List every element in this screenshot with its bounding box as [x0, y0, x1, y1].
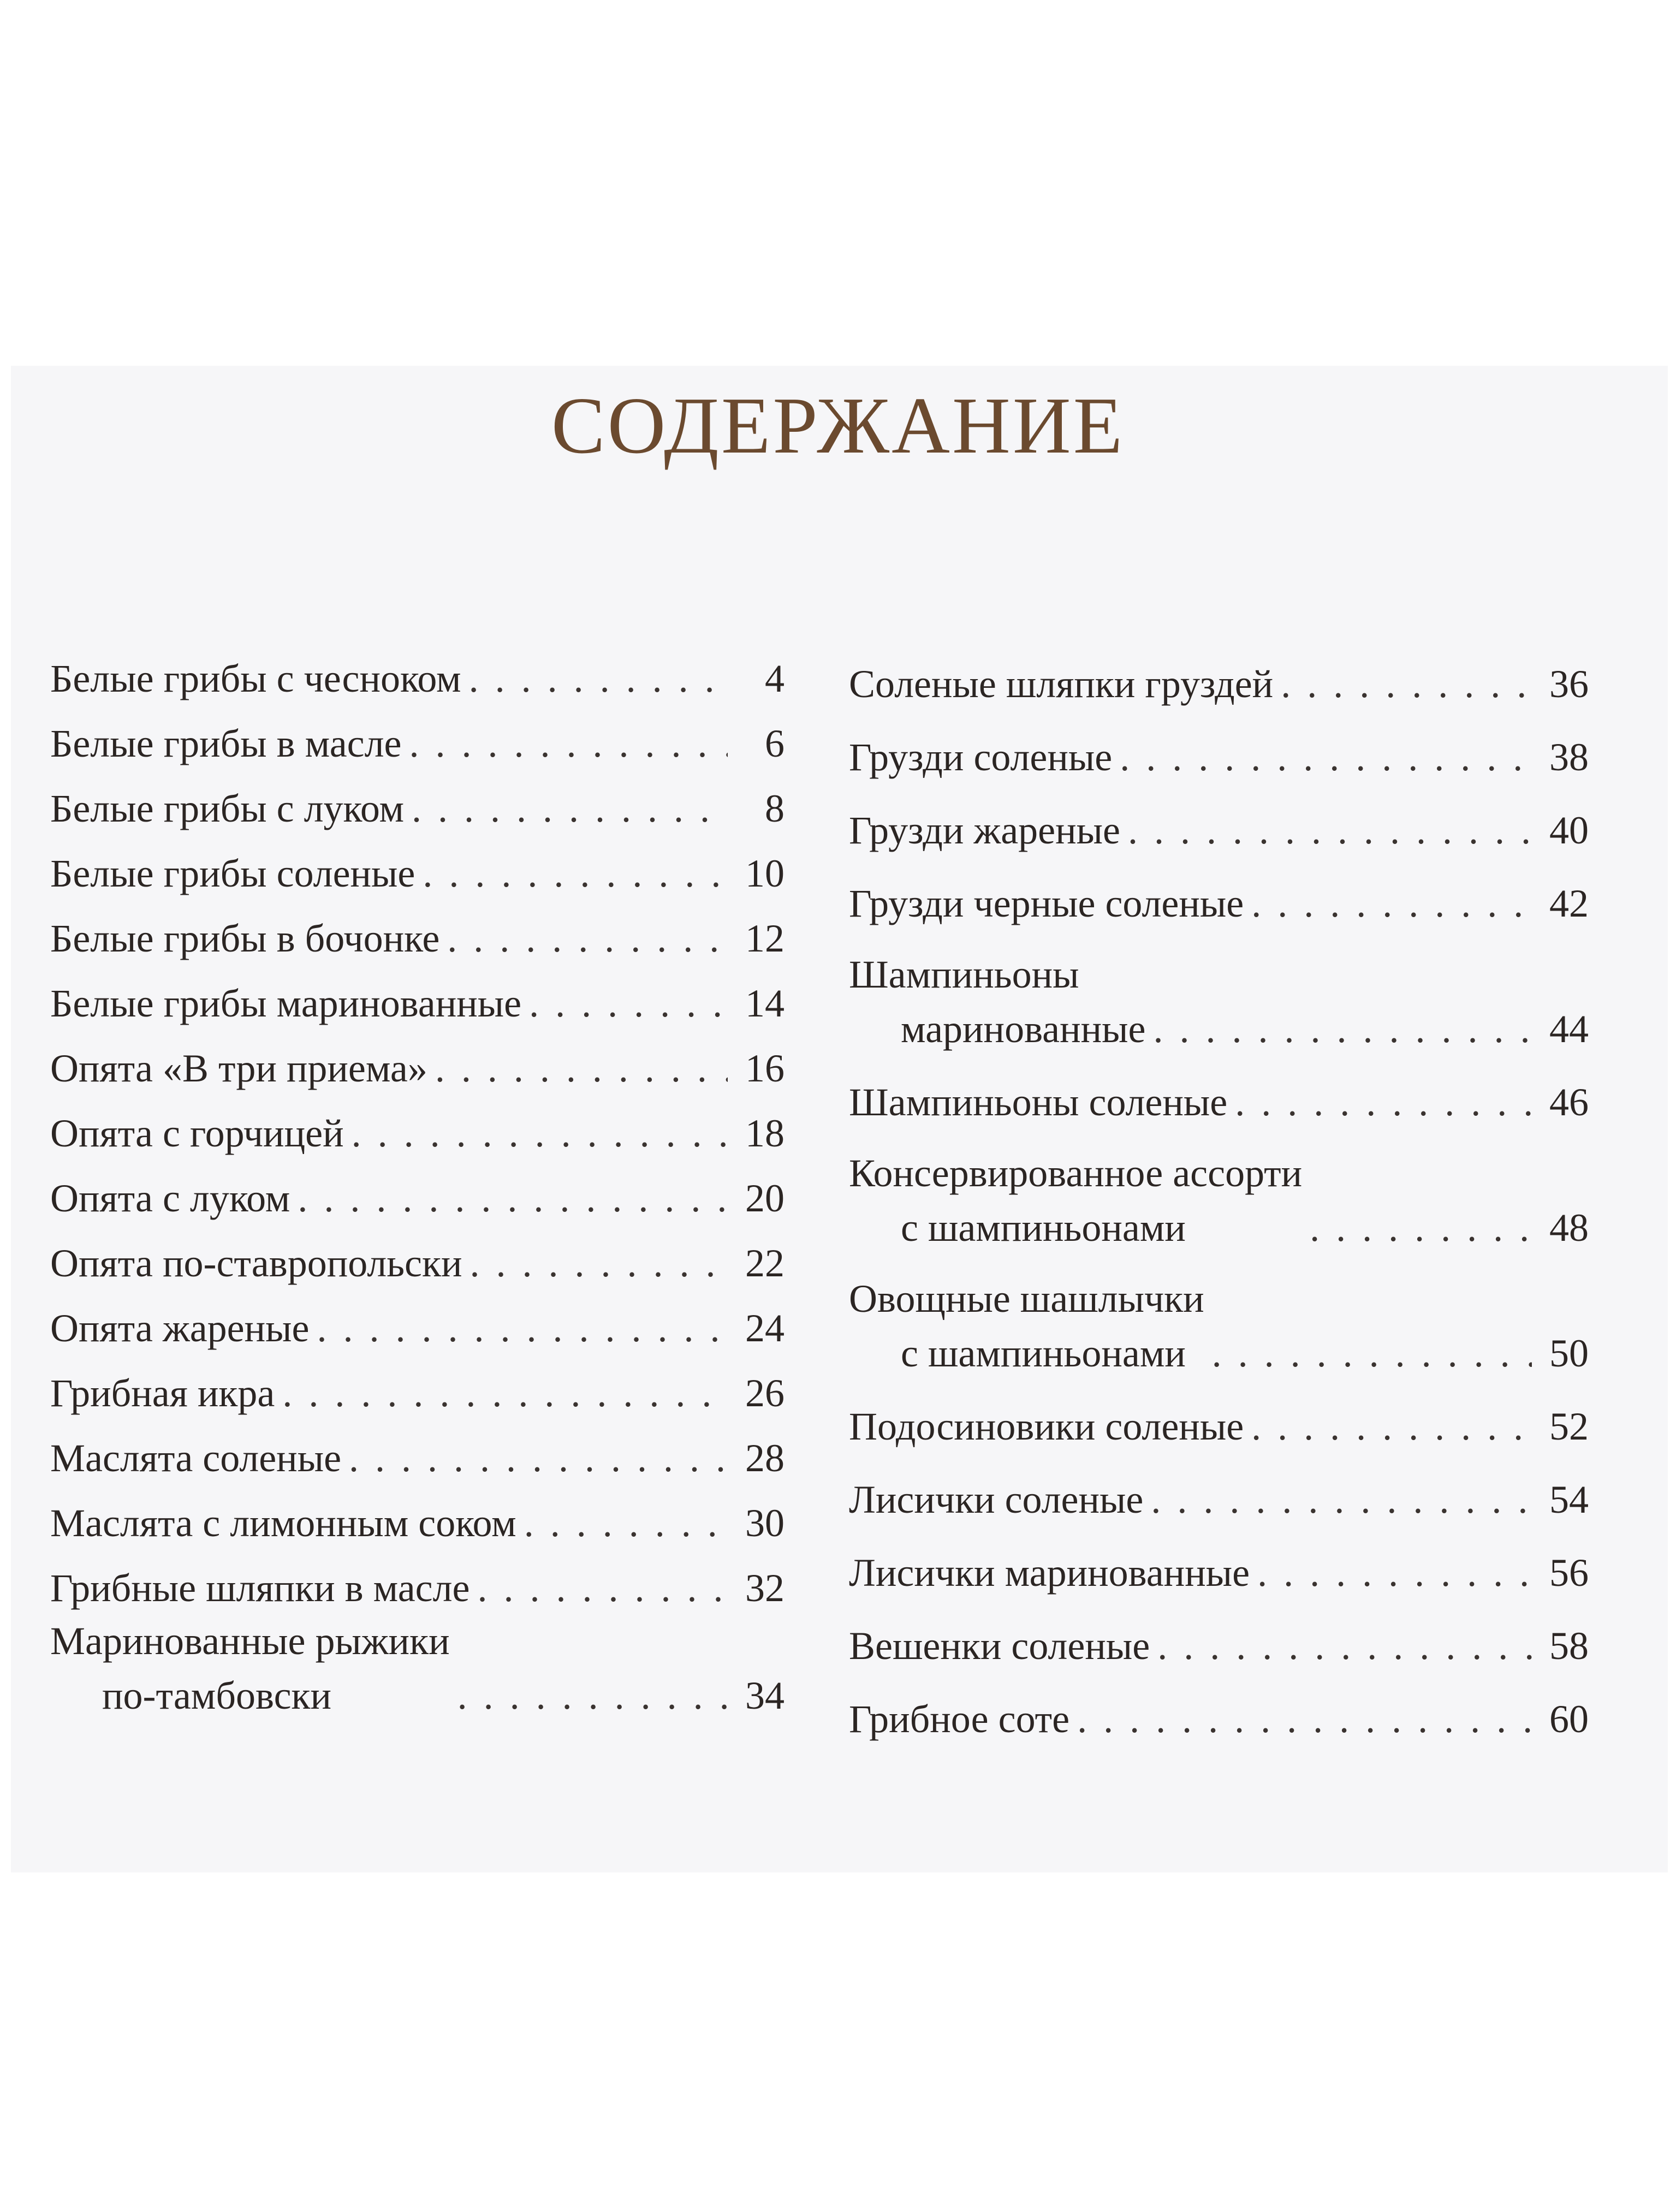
toc-entry-title: Грибная икра: [50, 1371, 275, 1415]
toc-entry-page: 48: [1549, 1206, 1589, 1250]
toc-entry-title-continued: с шампиньонами: [901, 1331, 1186, 1375]
toc-entry-title: Опята с луком: [50, 1176, 290, 1220]
dot-leader: [529, 984, 728, 1023]
toc-entry-page: 52: [1549, 1405, 1589, 1448]
toc-entry: [849, 1519, 1589, 1595]
toc-entry-title: Вешенки соленые: [849, 1624, 1150, 1668]
toc-entry-title: Овощные шашлычки: [849, 1277, 1204, 1321]
toc-entry-title-continued: маринованные: [901, 1007, 1146, 1051]
dot-leader: [1310, 1208, 1532, 1247]
toc-entry-page: 6: [765, 722, 784, 765]
toc-entry: [849, 1122, 1589, 1250]
toc-entry-title: Опята жареные: [50, 1306, 310, 1350]
toc-entry: [849, 631, 1589, 704]
toc-entry: [849, 777, 1589, 850]
toc-entry: [849, 1247, 1589, 1373]
toc-entry-page: 16: [745, 1046, 784, 1090]
toc-entry-title: Маслята соленые: [50, 1436, 342, 1480]
toc-entry-page: 14: [745, 982, 784, 1025]
toc-entry: [50, 1608, 784, 1715]
toc-entry-title: Опята «В три приема»: [50, 1046, 427, 1090]
dot-leader: [478, 1568, 728, 1608]
toc-entry: [50, 1283, 784, 1348]
toc-entry-title: Грибное соте: [849, 1697, 1070, 1741]
dot-leader: [447, 919, 728, 958]
toc-entry: [50, 1478, 784, 1543]
toc-entry: [50, 1088, 784, 1153]
toc-entry: [849, 1666, 1589, 1739]
dot-leader: [1281, 664, 1532, 704]
toc-entry: [849, 1049, 1589, 1122]
dot-leader: [1151, 1480, 1532, 1519]
toc-entry-title: Подосиновики соленые: [849, 1405, 1244, 1448]
toc-entry-title: Шампиньоны соленые: [849, 1080, 1228, 1124]
toc-entry-title: Грузди соленые: [849, 735, 1113, 779]
toc-entry-title: Опята с горчицей: [50, 1111, 344, 1155]
toc-entry-page: 8: [765, 787, 784, 830]
toc-entry-page: 28: [745, 1436, 784, 1480]
toc-entry-page: 20: [745, 1176, 784, 1220]
toc-entry-title: Лисички соленые: [849, 1478, 1144, 1521]
toc-entry-title: Шампиньоны: [849, 953, 1079, 996]
toc-entry-title: Белые грибы с луком: [50, 787, 405, 830]
dot-leader: [412, 789, 728, 828]
toc-entry-page: 58: [1549, 1624, 1589, 1668]
toc-entry-title: Белые грибы с чесноком: [50, 657, 461, 700]
toc-entry-title: Белые грибы маринованные: [50, 982, 522, 1025]
toc-entry: [50, 828, 784, 893]
toc-entry: [50, 698, 784, 763]
dot-leader: [409, 724, 728, 763]
toc-entry-title: Белые грибы соленые: [50, 852, 415, 895]
toc-entry-page: 4: [765, 657, 784, 700]
dot-leader: [1077, 1699, 1532, 1739]
dot-leader: [1235, 1083, 1532, 1122]
dot-leader: [524, 1503, 728, 1543]
toc-entry-page: 24: [745, 1306, 784, 1350]
toc-entry-page: 42: [1549, 882, 1589, 925]
toc-entry-page: 12: [745, 917, 784, 960]
toc-right-column: [849, 631, 1589, 1739]
toc-entry: [50, 1218, 784, 1283]
toc-entry-page: 18: [745, 1111, 784, 1155]
dot-leader: [317, 1309, 728, 1348]
toc-entry: [50, 1153, 784, 1218]
toc-entry: [849, 1446, 1589, 1519]
dot-leader: [1154, 1009, 1532, 1049]
toc-entry-title: Консервированное ассорти: [849, 1151, 1303, 1195]
toc-entry-title-continued: с шампиньонами: [901, 1206, 1186, 1250]
toc-entry-title: Опята по-ставропольски: [50, 1241, 462, 1285]
toc-entry: [50, 893, 784, 958]
toc-entry-page: 22: [745, 1241, 784, 1285]
toc-entry-page: 56: [1549, 1551, 1589, 1595]
dot-leader: [349, 1438, 728, 1478]
toc-entry: [849, 704, 1589, 777]
toc-entry-page: 40: [1549, 808, 1589, 852]
dot-leader: [423, 854, 728, 893]
toc-entry-page: 50: [1549, 1331, 1589, 1375]
toc-entry-page: 32: [745, 1566, 784, 1610]
toc-entry: [50, 1543, 784, 1608]
dot-leader: [1120, 738, 1532, 777]
toc-entry-title: Грибные шляпки в масле: [50, 1566, 470, 1610]
toc-entry: [50, 958, 784, 1023]
dot-leader: [470, 1244, 728, 1283]
dot-leader: [352, 1114, 728, 1153]
dot-leader: [282, 1373, 728, 1413]
toc-entry-title: Белые грибы в бочонке: [50, 917, 440, 960]
dot-leader: [1257, 1553, 1532, 1592]
toc-entry-title: Белые грибы в масле: [50, 722, 402, 765]
page-title: СОДЕРЖАНИЕ: [551, 381, 1125, 471]
toc-entry-title: Соленые шляпки груздей: [849, 662, 1274, 706]
toc-entry: [849, 1592, 1589, 1666]
toc-entry: [849, 850, 1589, 923]
dot-leader: [1251, 1407, 1532, 1446]
toc-entry-page: 34: [745, 1674, 784, 1717]
dot-leader: [298, 1179, 728, 1218]
toc-left-column: [50, 633, 784, 1715]
toc-entry-title: Маринованные рыжики: [50, 1619, 450, 1663]
toc-entry-title: Маслята с лимонным соком: [50, 1501, 516, 1545]
toc-entry: [50, 1023, 784, 1088]
toc-entry: [849, 1373, 1589, 1446]
toc-entry-page: 36: [1549, 662, 1589, 706]
toc-entry: [50, 1348, 784, 1413]
dot-leader: [1128, 811, 1532, 850]
dot-leader: [1212, 1334, 1532, 1373]
toc-entry-title: Грузди черные соленые: [849, 882, 1244, 925]
dot-leader: [1251, 884, 1532, 923]
toc-entry: [50, 633, 784, 698]
toc-entry-page: 46: [1549, 1080, 1589, 1124]
toc-entry-page: 38: [1549, 735, 1589, 779]
dot-leader: [469, 659, 728, 698]
toc-entry-page: 60: [1549, 1697, 1589, 1741]
toc-entry: [50, 763, 784, 828]
toc-entry-title-continued: по-тамбовски: [102, 1674, 332, 1717]
toc-entry-title: Грузди жареные: [849, 808, 1120, 852]
toc-entry-page: 26: [745, 1371, 784, 1415]
toc-entry-title: Лисички маринованные: [849, 1551, 1250, 1595]
toc-entry: [50, 1413, 784, 1478]
toc-entry-page: 10: [745, 852, 784, 895]
dot-leader: [1157, 1626, 1532, 1666]
toc-entry-page: 30: [745, 1501, 784, 1545]
dot-leader: [457, 1676, 728, 1715]
dot-leader: [435, 1049, 728, 1088]
toc-entry-page: 54: [1549, 1478, 1589, 1521]
toc-entry-page: 44: [1549, 1007, 1589, 1051]
toc-entry: [849, 923, 1589, 1049]
